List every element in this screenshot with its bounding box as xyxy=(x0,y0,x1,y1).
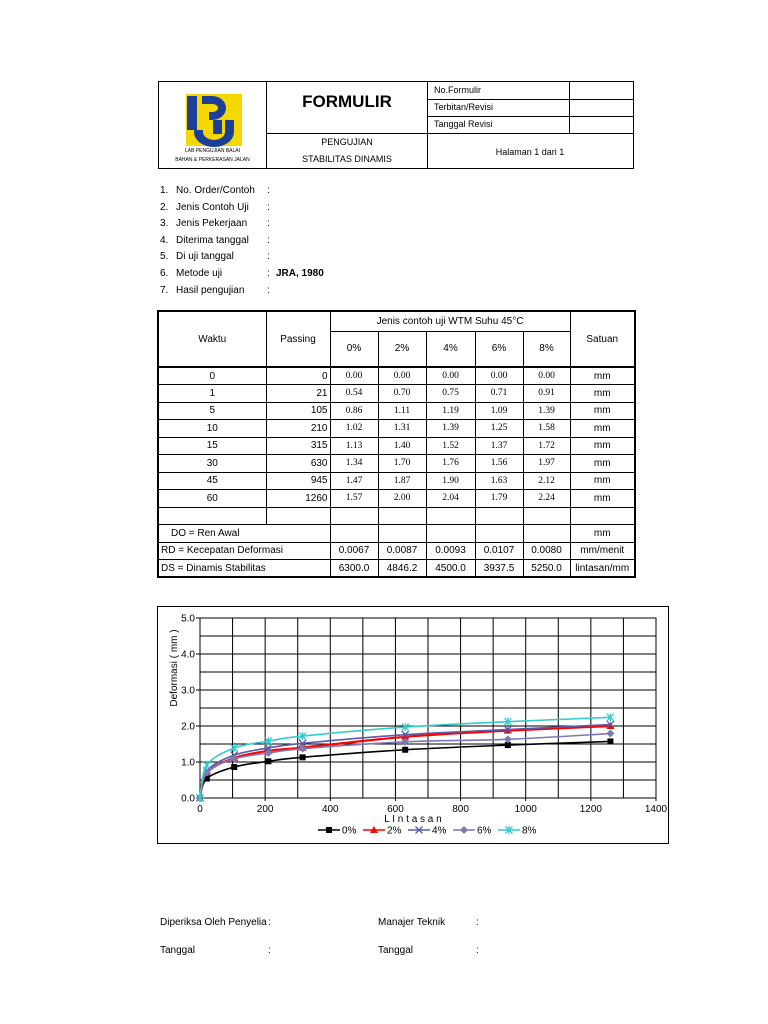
cell-unit: mm xyxy=(570,455,635,473)
deformation-chart xyxy=(158,607,670,845)
info-value: JRA, 1980 xyxy=(276,268,324,279)
cell-unit: mm xyxy=(570,472,635,490)
info-no: 1. xyxy=(160,185,169,196)
cell-value: 1.31 xyxy=(378,420,426,438)
data-point xyxy=(300,754,306,760)
footer-date-left: Tanggal xyxy=(160,945,196,956)
data-point xyxy=(231,744,238,752)
y-tick-label: 4.0 xyxy=(181,649,195,661)
cell-value: 0.00 xyxy=(426,367,475,385)
data-table xyxy=(157,310,636,578)
cell-unit: mm xyxy=(570,402,635,420)
info-sep: : xyxy=(267,185,270,196)
x-tick-label: 1400 xyxy=(644,804,668,815)
x-axis-label: L I n t a s a n xyxy=(384,814,442,825)
cell-value: 1.72 xyxy=(523,437,570,455)
cell-value: 1.37 xyxy=(475,437,523,455)
cell-unit: mm xyxy=(570,490,635,508)
form-subtitle-2: STABILITAS DINAMIS xyxy=(302,154,392,164)
data-point xyxy=(203,761,210,769)
do-unit: mm xyxy=(570,525,635,543)
y-tick-label: 1.0 xyxy=(181,757,195,769)
footer-checked-by: Diperiksa Oleh Penyelia xyxy=(160,917,267,928)
info-label: Jenis Contoh Uji xyxy=(176,201,249,213)
footer-sep: : xyxy=(268,917,271,928)
cell-value: 2.12 xyxy=(523,472,570,490)
rd-label: RD = Kecepatan Deformasi xyxy=(158,542,330,560)
info-no: 7. xyxy=(160,284,169,296)
col-pct: 2% xyxy=(378,331,426,367)
cell-waktu: 0 xyxy=(158,367,266,385)
info-label: Diterima tanggal xyxy=(176,234,249,246)
table-row xyxy=(158,490,635,508)
footer-sep: : xyxy=(268,945,271,956)
data-point xyxy=(265,758,271,764)
cell-waktu: 15 xyxy=(158,437,266,455)
cell-value: 1.13 xyxy=(330,437,378,455)
table-row xyxy=(158,472,635,490)
cell-value: 1.11 xyxy=(378,402,426,420)
ministry-logo-icon xyxy=(159,82,266,168)
footer-sep: : xyxy=(476,917,479,928)
col-passing: Passing xyxy=(266,311,330,367)
cell-value: 1.63 xyxy=(475,472,523,490)
data-point xyxy=(606,730,614,738)
cell-value: 1.25 xyxy=(475,420,523,438)
info-sep: : xyxy=(267,268,270,279)
col-pct: 6% xyxy=(475,331,523,367)
y-tick-label: 5.0 xyxy=(181,613,195,625)
x-tick-label: 1000 xyxy=(514,804,537,815)
rd-value: 0.0087 xyxy=(378,542,426,560)
cell-passing: 210 xyxy=(266,420,330,438)
ds-value: 4846.2 xyxy=(378,560,426,578)
cell-value: 1.79 xyxy=(475,490,523,508)
table-row xyxy=(158,455,635,473)
cell-value: 0.00 xyxy=(523,367,570,385)
cell-value: 1.39 xyxy=(426,420,475,438)
cell-passing: 105 xyxy=(266,402,330,420)
cell-value: 1.39 xyxy=(523,402,570,420)
cell-value: 0.75 xyxy=(426,385,475,403)
footer-manager: Manajer Teknik xyxy=(378,917,446,928)
cell-waktu: 60 xyxy=(158,490,266,508)
cell-unit: mm xyxy=(570,437,635,455)
legend-label: 8% xyxy=(522,825,537,837)
info-label: Jenis Pekerjaan xyxy=(176,218,248,230)
ds-value: 5250.0 xyxy=(523,560,570,578)
ds-value: 3937.5 xyxy=(475,560,523,578)
cell-value: 1.90 xyxy=(426,472,475,490)
cell-value: 1.70 xyxy=(378,455,426,473)
cell-waktu: 45 xyxy=(158,472,266,490)
x-tick-label: 200 xyxy=(256,804,274,815)
cell-value: 1.47 xyxy=(330,472,378,490)
info-sep: : xyxy=(267,218,270,230)
cell-value: 0.00 xyxy=(330,367,378,385)
cell-waktu: 30 xyxy=(158,455,266,473)
col-pct: 8% xyxy=(523,331,570,367)
legend-label: 0% xyxy=(342,825,357,837)
meta-terbitan: Terbitan/Revisi xyxy=(434,102,494,112)
info-sep: : xyxy=(267,251,270,263)
cell-value: 2.24 xyxy=(523,490,570,508)
rd-value: 0.0093 xyxy=(426,542,475,560)
cell-passing: 1260 xyxy=(266,490,330,508)
x-tick-label: 800 xyxy=(452,804,469,815)
logo-caption-1: LAB PENGUJIAN BALAI xyxy=(184,148,241,154)
form-title: FORMULIR xyxy=(302,92,392,111)
form-subtitle-1: PENGUJIAN xyxy=(321,137,373,147)
col-pct: 4% xyxy=(426,331,475,367)
rd-unit: mm/menit xyxy=(570,542,635,560)
cell-passing: 21 xyxy=(266,385,330,403)
info-label: Di uji tanggal xyxy=(176,251,234,263)
legend-marker xyxy=(326,827,332,833)
data-point xyxy=(231,764,237,770)
col-waktu: Waktu xyxy=(158,311,266,367)
cell-value: 0.71 xyxy=(475,385,523,403)
ds-unit: lintasan/mm xyxy=(570,560,635,578)
legend-label: 2% xyxy=(387,825,402,837)
col-satuan: Satuan xyxy=(570,311,635,367)
legend-marker xyxy=(460,826,468,834)
info-sep: : xyxy=(267,201,270,213)
x-tick-label: 0 xyxy=(197,804,203,815)
rd-value: 0.0067 xyxy=(330,542,378,560)
cell-value: 1.97 xyxy=(523,455,570,473)
cell-value: 2.04 xyxy=(426,490,475,508)
col-pct: 0% xyxy=(330,331,378,367)
table-row xyxy=(158,420,635,438)
table-row xyxy=(158,367,635,385)
ds-value: 6300.0 xyxy=(330,560,378,578)
cell-passing: 630 xyxy=(266,455,330,473)
cell-waktu: 5 xyxy=(158,402,266,420)
data-point xyxy=(402,747,408,753)
footer-date-right: Tanggal xyxy=(378,945,414,956)
table-row xyxy=(158,437,635,455)
x-tick-label: 600 xyxy=(387,804,404,815)
cell-value: 0.86 xyxy=(330,402,378,420)
info-label: Hasil pengujian xyxy=(176,284,245,296)
table-row xyxy=(158,402,635,420)
cell-unit: mm xyxy=(570,367,635,385)
chart-frame xyxy=(157,606,669,844)
cell-value: 0.91 xyxy=(523,385,570,403)
page-number: Halaman 1 dari 1 xyxy=(495,147,565,157)
cell-passing: 945 xyxy=(266,472,330,490)
info-no: 4. xyxy=(160,234,169,246)
rd-value: 0.0080 xyxy=(523,542,570,560)
logo-caption-2: BAHAN & PERKERASAN JALAN xyxy=(175,157,250,163)
info-label: No. Order/Contoh xyxy=(176,185,255,196)
logo xyxy=(159,82,266,168)
meta-no-formulir: No.Formulir xyxy=(434,85,482,95)
meta-tanggal-revisi: Tanggal Revisi xyxy=(434,119,493,129)
do-label: DO = Ren Awal xyxy=(158,525,330,543)
cell-value: 1.02 xyxy=(330,420,378,438)
x-tick-label: 400 xyxy=(321,804,339,815)
cell-unit: mm xyxy=(570,420,635,438)
table-row xyxy=(158,385,635,403)
ds-value: 4500.0 xyxy=(426,560,475,578)
cell-value: 0.00 xyxy=(378,367,426,385)
form-header xyxy=(158,81,634,169)
cell-value: 1.09 xyxy=(475,402,523,420)
col-group: Jenis contoh uji WTM Suhu 45°C xyxy=(330,311,570,331)
cell-value: 1.19 xyxy=(426,402,475,420)
cell-value: 1.87 xyxy=(378,472,426,490)
cell-value: 1.58 xyxy=(523,420,570,438)
legend-label: 4% xyxy=(432,825,447,837)
cell-passing: 0 xyxy=(266,367,330,385)
info-no: 6. xyxy=(160,268,169,279)
cell-unit: mm xyxy=(570,385,635,403)
data-point xyxy=(607,738,613,744)
cell-value: 1.40 xyxy=(378,437,426,455)
y-tick-label: 0.0 xyxy=(181,793,195,805)
cell-value: 1.57 xyxy=(330,490,378,508)
y-tick-label: 3.0 xyxy=(181,685,195,697)
footer-sep: : xyxy=(476,945,479,956)
y-tick-label: 2.0 xyxy=(181,721,195,733)
cell-value: 1.56 xyxy=(475,455,523,473)
cell-value: 0.00 xyxy=(475,367,523,385)
info-no: 3. xyxy=(160,218,169,230)
info-no: 5. xyxy=(160,251,169,263)
cell-value: 0.70 xyxy=(378,385,426,403)
cell-value: 1.76 xyxy=(426,455,475,473)
cell-value: 2.00 xyxy=(378,490,426,508)
rd-value: 0.0107 xyxy=(475,542,523,560)
empty-cell xyxy=(158,507,266,525)
cell-waktu: 1 xyxy=(158,385,266,403)
y-axis-label: Deformasi ( mm ) xyxy=(169,629,180,707)
cell-passing: 315 xyxy=(266,437,330,455)
cell-value: 1.34 xyxy=(330,455,378,473)
info-sep: : xyxy=(267,234,270,246)
cell-value: 1.52 xyxy=(426,437,475,455)
info-label: Metode uji xyxy=(176,268,223,279)
x-tick-label: 1200 xyxy=(579,804,602,815)
info-sep: : xyxy=(267,284,270,296)
info-no: 2. xyxy=(160,201,169,213)
cell-value: 0.54 xyxy=(330,385,378,403)
ds-label: DS = Dinamis Stabilitas xyxy=(158,560,330,578)
cell-waktu: 10 xyxy=(158,420,266,438)
legend-label: 6% xyxy=(477,825,492,837)
